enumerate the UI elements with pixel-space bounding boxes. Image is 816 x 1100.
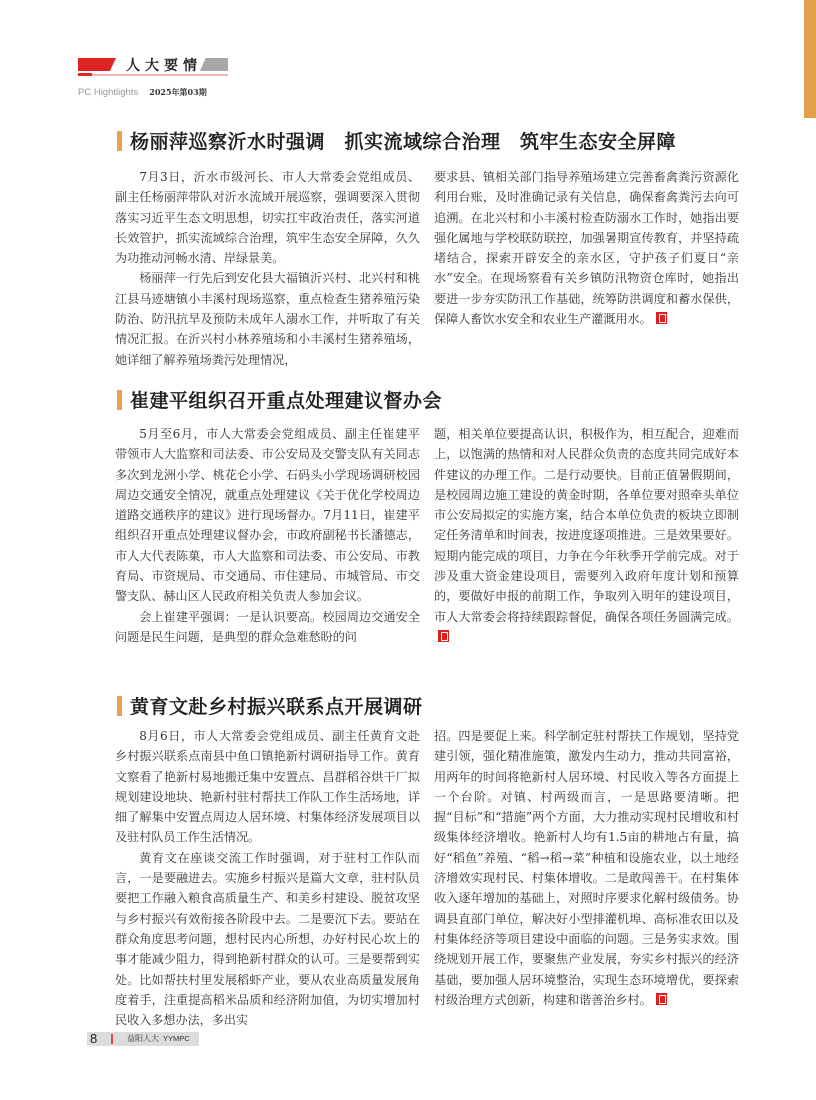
paragraph [434, 167, 739, 329]
publication-cn: 益阳人大 [127, 1034, 159, 1043]
english-label: PC Hightlights [78, 87, 139, 98]
paragraph: 黄育文在座谈交流工作时强调，对于驻村工作队而言，一是要融进去。实施乡村振兴是篇大文章，驻村队员要把工作融入粮食高质量生产、和美乡村建设、脱贫攻坚与乡村振兴有效衔接各阶段中去。二是要沉下去。要站在群众角度思考问题，想村民内心所想，办好村民心坎上的事才能减少阻力，得到艳新村群众的认可。三是要帮到实处。比如帮扶村里发展稻虾产业，要从农业高质量发展角度着手，注重提高稻米品质和经济附加值，为切实增加村民收入多想办法，多出实 [115, 850, 420, 1028]
paragraph: 杨丽萍一行先后到安化县大福镇沂兴村、北兴村和桃江县马迹塘镇小丰溪村现场巡察，重点检查生猪养殖污染防治、防汛抗旱及预防未成年人溺水工作，并听取了有关情况汇报。在沂兴村小林养殖场和小丰溪村生猪养殖场，她详细了解养殖场粪污处理情况， [115, 271, 420, 367]
paragraph: 5月至6月，市人大常委会党组成员、副主任崔建平带领市人大监察和司法委、市公安局及交警支队有关同志多次到龙洲小学、桃花仑小学、石码头小学现场调研校园周边交通安全情况，就重点处理建议《关于优化学校周边道路交通秩序的建议》进行现场督办。7月11日，崔建平组织召开重点处理建议督办会，市政府副秘书长潘德志，市人大代表陈菓，市人大监察和司法委、市公安局、市教育局、市资规局、市交通局、市住建局、市城管局、市交警支队、赫山区人民政府相关负责人参加会议。 [115, 427, 420, 604]
header-rule [78, 74, 228, 76]
paragraph [434, 424, 739, 647]
issue-label: 2025年第03期 [149, 87, 207, 97]
section-title: 人大要情 [126, 58, 202, 74]
paragraph: 7月3日，沂水市级河长、市人大常委会党组成员、副主任杨丽萍带队对沂水流域开展巡察，强调要深入贯彻落实习近平生态文明思想，切实扛牢政治责任，落实河道长效管护，抓实流域综合治理，筑牢生态安全屏障，久久为功推动河畅水清、岸绿景美。 [115, 170, 420, 266]
article-title-text: 黄育文赴乡村振兴联系点开展调研 [130, 696, 423, 718]
paragraph-text: 招。四是要促上来。科学制定驻村帮扶工作规划，坚持党建引领，强化精准施策，激发内生动力，推动共同富裕，用两年的时间将艳新村人居环境、村民收入等各方面提上一个台阶。对镇、村两级而言，一是思路要清晰。把握“目标”和“措施”两个方面，大力推动实现村民增收和村级集体经济增收。艳新村人均有1.5亩的耕地占有量，搞好“稻鱼”养殖、“稻→稻→菜”种植和设施农业，以土地经济增效实现村民、村集体增收。二是敢闯善干。在村集体收入逐年增加的基础上，对照时序要求化解村级债务。协调县直部门单位，解决好小型排灌机埠、高标准农田以及村集体经济等项目建设中面临的问题。三是务实求效。围绕规划开展工作，要聚焦产业发展，夯实乡村振兴的经济基础，要加强人居环境整治，实现生态环境增优，要探索村级治理方式创新，构建和谐善治乡村。 [434, 729, 739, 1007]
article-column-left [115, 167, 420, 370]
paragraph: 会上崔建平强调：一是认识要高。校园周边交通安全问题是民生问题，是典型的群众急难愁盼的问 [115, 609, 420, 644]
article-title [117, 692, 423, 719]
title-accent-bar [117, 696, 122, 716]
title-accent-bar [117, 390, 122, 410]
article-column-right [434, 424, 739, 647]
article-column-left [115, 726, 420, 1030]
article-title [117, 386, 442, 413]
side-tab-marker [804, 0, 816, 118]
seal-icon [656, 312, 667, 324]
header-rule-accent [78, 73, 92, 76]
article-column-right [434, 167, 739, 329]
header-subline [78, 80, 207, 99]
paragraph [434, 726, 739, 1010]
paragraph: 8月6日，市人大常委会党组成员、副主任黄育文赴乡村振兴联系点南县中鱼口镇艳新村调研指导工作。黄育文察看了艳新村易地搬迁集中安置点、昌群稻谷烘干厂拟规划建设地块、艳新村驻村帮扶工作队工作生活场地，详细了解集中安置点周边人居环境、村集体经济发展项目以及驻村队员工作生活情况。 [115, 729, 420, 845]
paragraph-text: 题，相关单位要提高认识，积极作为，相互配合，迎难而上，以饱满的热情和对人民群众负责的态度共同完成好本件建议的办理工作。二是行动要快。目前正值暑假期间，是校园周边施工建设的黄金时期，各单位要对照牵头单位市公安局拟定的实施方案，结合本单位负责的板块立即制定任务清单和时间表，按进度逐项推进。三是效果要好。短期内能完成的项目，力争在今年秋季开学前完成。对于涉及重大资金建设项目，需要列入政府年度计划和预算的，要做好申报的前期工作，争取列入明年的建设项目，市人大常委会将持续跟踪督促，确保各项任务圆满完成。 [434, 427, 739, 624]
page-footer [87, 1032, 199, 1046]
seal-icon [656, 993, 667, 1005]
article-title-text: 杨丽萍巡察沂水时强调 抓实流域综合治理 筑牢生态安全屏障 [130, 131, 677, 153]
footer-divider [111, 1034, 113, 1044]
paragraph-text: 要求县、镇相关部门指导养殖场建立完善畜禽粪污资源化利用台账，及时准确记录有关信息，确保畜禽粪污去向可追溯。在北兴村和小丰溪村检查防溺水工作时，她指出要强化属地与学校联防联控，加强暑期宣传教育，并坚持疏堵结合，探索开辟安全的亲水区，守护孩子们夏日“亲水”安全。在现场察看有关乡镇防汛物资仓库时，她指出要进一步夯实防汛工作基础，统筹防洪调度和蓄水保供，保障人畜饮水安全和农业生产灌溉用水。 [434, 170, 739, 327]
article-column-right [434, 726, 739, 1010]
header-gray-ribbon [200, 58, 228, 71]
section-header [78, 54, 230, 98]
article-title [117, 127, 676, 154]
title-accent-bar [117, 131, 122, 151]
page-number: 8 [90, 1031, 98, 1046]
publication-name [127, 1033, 190, 1044]
header-red-ribbon [78, 58, 116, 71]
article-title-text: 崔建平组织召开重点处理建议督办会 [130, 390, 443, 412]
publication-en: YYMPC [163, 1034, 190, 1043]
seal-icon [438, 630, 449, 642]
article-column-left [115, 424, 420, 647]
